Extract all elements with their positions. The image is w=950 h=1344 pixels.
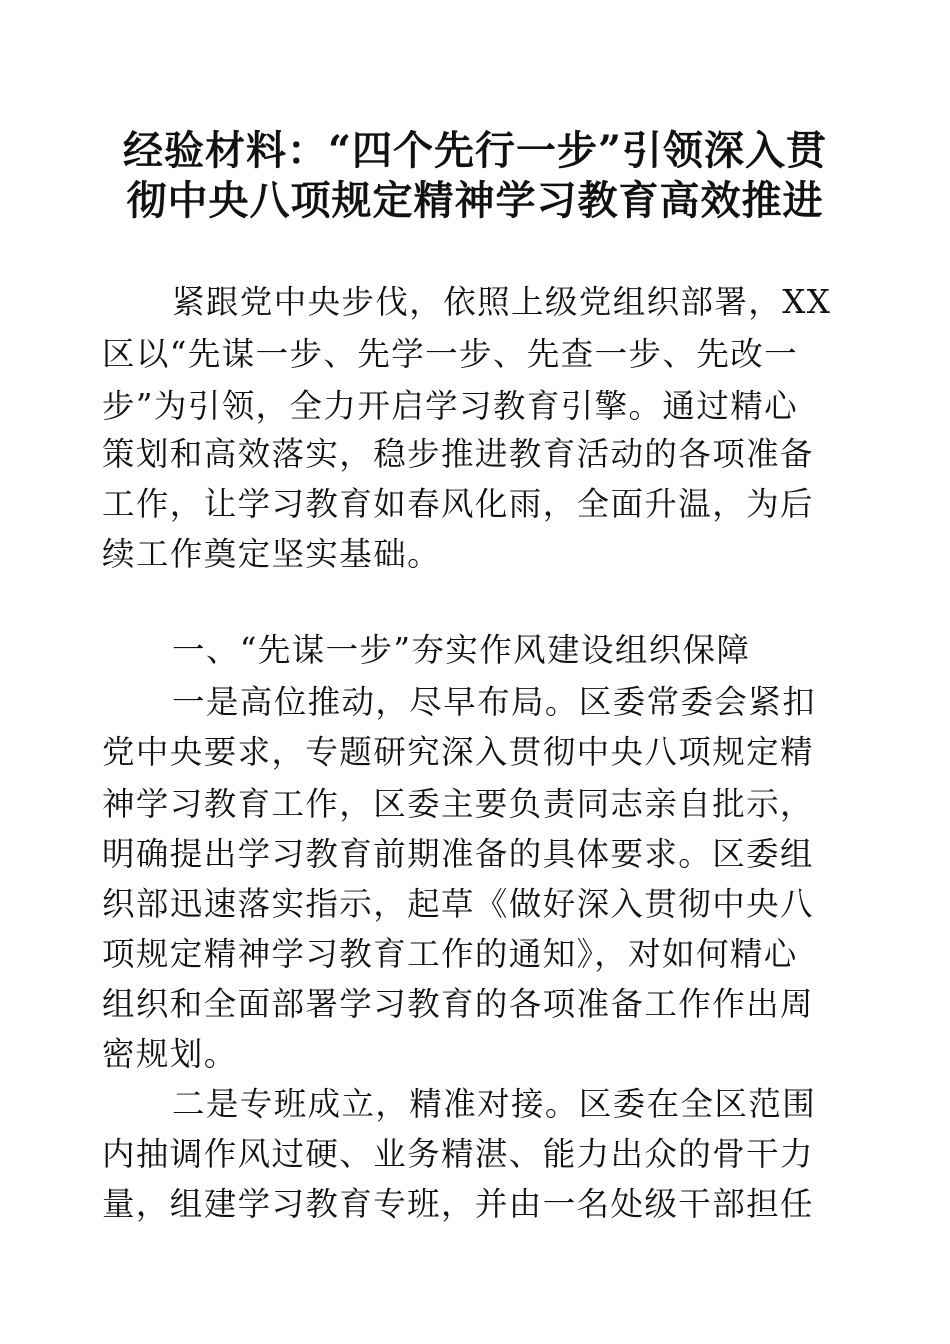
document-title-line-1: 经验材料：“四个先行一步”引领深入贯 <box>122 127 827 174</box>
paragraph-line: 明确提出学习教育前期准备的具体要求。区委组 <box>102 835 814 873</box>
intro-line: 策划和高效落实，稳步推进教育活动的各项准备 <box>102 435 814 473</box>
paragraph-line: 二是专班成立，精准对接。区委在全区范围 <box>172 1085 817 1123</box>
document-title-line-2: 彻中央八项规定精神学习教育高效推进 <box>126 177 824 224</box>
paragraph-line: 组织和全面部署学习教育的各项准备工作作出周 <box>102 985 814 1023</box>
paragraph-line: 内抽调作风过硬、业务精湛、能力出众的骨干力 <box>102 1135 814 1173</box>
paragraph-line: 一是高位推动，尽早布局。区委常委会紧扣 <box>172 683 817 721</box>
paragraph-line: 神学习教育工作，区委主要负责同志亲自批示， <box>102 785 814 823</box>
paragraph-line: 密规划。 <box>102 1035 238 1073</box>
paragraph-line: 织部迅速落实指示，起草《做好深入贯彻中央八 <box>102 885 814 923</box>
intro-line: 工作，让学习教育如春风化雨，全面升温，为后 <box>102 485 814 523</box>
paragraph-line: 项规定精神学习教育工作的通知》，对如何精心 <box>102 935 798 973</box>
intro-line: 步”为引领，全力开启学习教育引擎。通过精心 <box>102 387 799 425</box>
section-heading: 一、“先谋一步”夯实作风建设组织保障 <box>172 631 751 669</box>
intro-line: 续工作奠定坚实基础。 <box>102 535 442 573</box>
intro-line: 紧跟党中央步伐，依照上级党组织部署，XX <box>172 283 832 321</box>
paragraph-line: 党中央要求，专题研究深入贯彻中央八项规定精 <box>102 733 814 771</box>
intro-line: 区以“先谋一步、先学一步、先查一步、先改一 <box>102 335 799 373</box>
paragraph-line: 量，组建学习教育专班，并由一名处级干部担任 <box>102 1185 814 1223</box>
